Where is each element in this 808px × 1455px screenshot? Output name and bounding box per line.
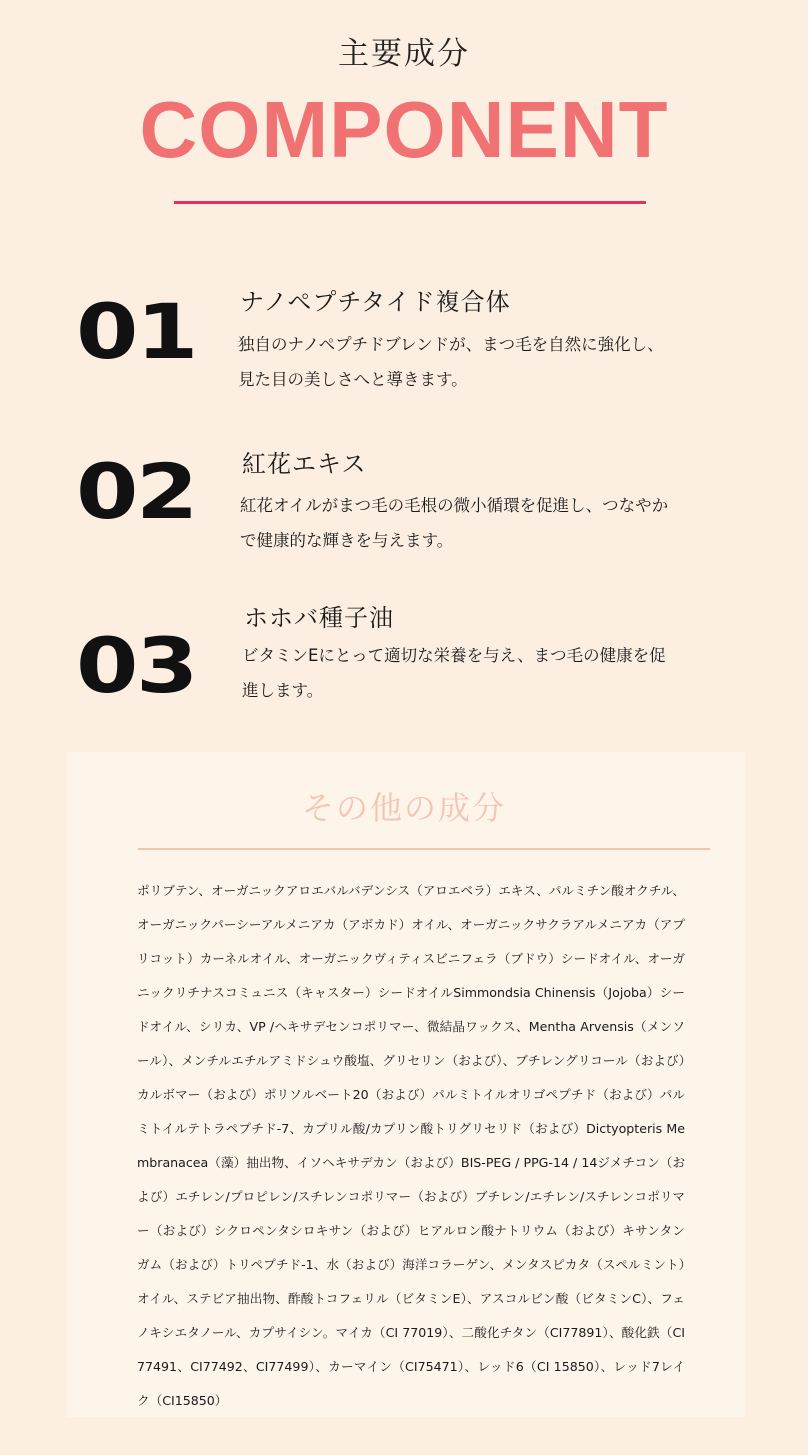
page-title-ja: 主要成分	[338, 36, 470, 72]
page-title-en: COMPONENT	[139, 85, 669, 174]
component-number-01: 01	[76, 287, 197, 376]
component-number-02: 02	[76, 447, 197, 536]
other-ingredients-title: その他の成分	[301, 789, 506, 827]
component-title-01: ナノペプチタイド複合体	[240, 288, 511, 316]
title-divider	[174, 201, 646, 204]
component-number-03: 03	[76, 621, 197, 710]
component-desc-03: ビタミンEにとって適切な栄養を与え、まつ毛の健康を促進します。	[242, 646, 666, 700]
other-ingredients-divider	[138, 848, 710, 850]
component-desc-01: 独自のナノペプチドブレンドが、まつ毛を自然に強化し、見た目の美しさへと導きます。	[238, 335, 664, 389]
other-ingredients-text: ポリブテン、オーガニックアロエバルバデンシス（アロエベラ）エキス、パルミチン酸オクチル、オーガニックパーシーアルメニアカ（アボカド）オイル、オーガニックサクラアルメニアカ（アプリコット）カーネルオイル、オーガニックヴィティスビニフェラ（ブドウ）シードオイル、オーガニックリチナスコミュニス（キャスター）シードオイルSimmondsia Chinensis（Jojoba）シードオイル、シリカ、VP /ヘキサデセンコポリマー、微結晶ワックス、Mentha Arvensis（メンソール）、メンチルエチルアミドシュウ酸塩、グリセリン（および）、ブチレングリコール（および）カルボマー（および）ポリソルベート20（および）パルミトイルオリゴペプチド（および）パルミトイルテトラペプチド-7、カプリル酸/カプリン酸トリグリセリド（および）Dictyopteris Membranacea（藻）抽出物、イソヘキサデカン（および）BIS-PEG / PPG-14 / 14ジメチコン（および）エチレン/プロピレン/スチレンコポリマー（および）ブチレン/エチレン/スチレンコポリマー（および）シクロペンタシロキサン（および）ヒアルロン酸ナトリウム（および）キサンタンガム（および）トリペプチド-1、水（および）海洋コラーゲン、メンタスピカタ（スペルミント）オイル、ステビア抽出物、酢酸トコフェリル（ビタミンE）、アスコルビン酸（ビタミンC）、フェノキシエタノール、カプサイシン。マイカ（CI 77019）、二酸化チタン（CI77891）、酸化鉄（CI77491、CI77492、CI77499）、カーマイン（CI75471）、レッド6（CI 15850）、レッド7レイク（CI15850）	[137, 883, 685, 1408]
component-title-02: 紅花エキス	[242, 450, 367, 478]
component-desc-02: 紅花オイルがまつ毛の毛根の微小循環を促進し、つなやかで健康的な輝きを与えます。	[240, 496, 669, 550]
component-title-03: ホホバ種子油	[244, 604, 394, 632]
